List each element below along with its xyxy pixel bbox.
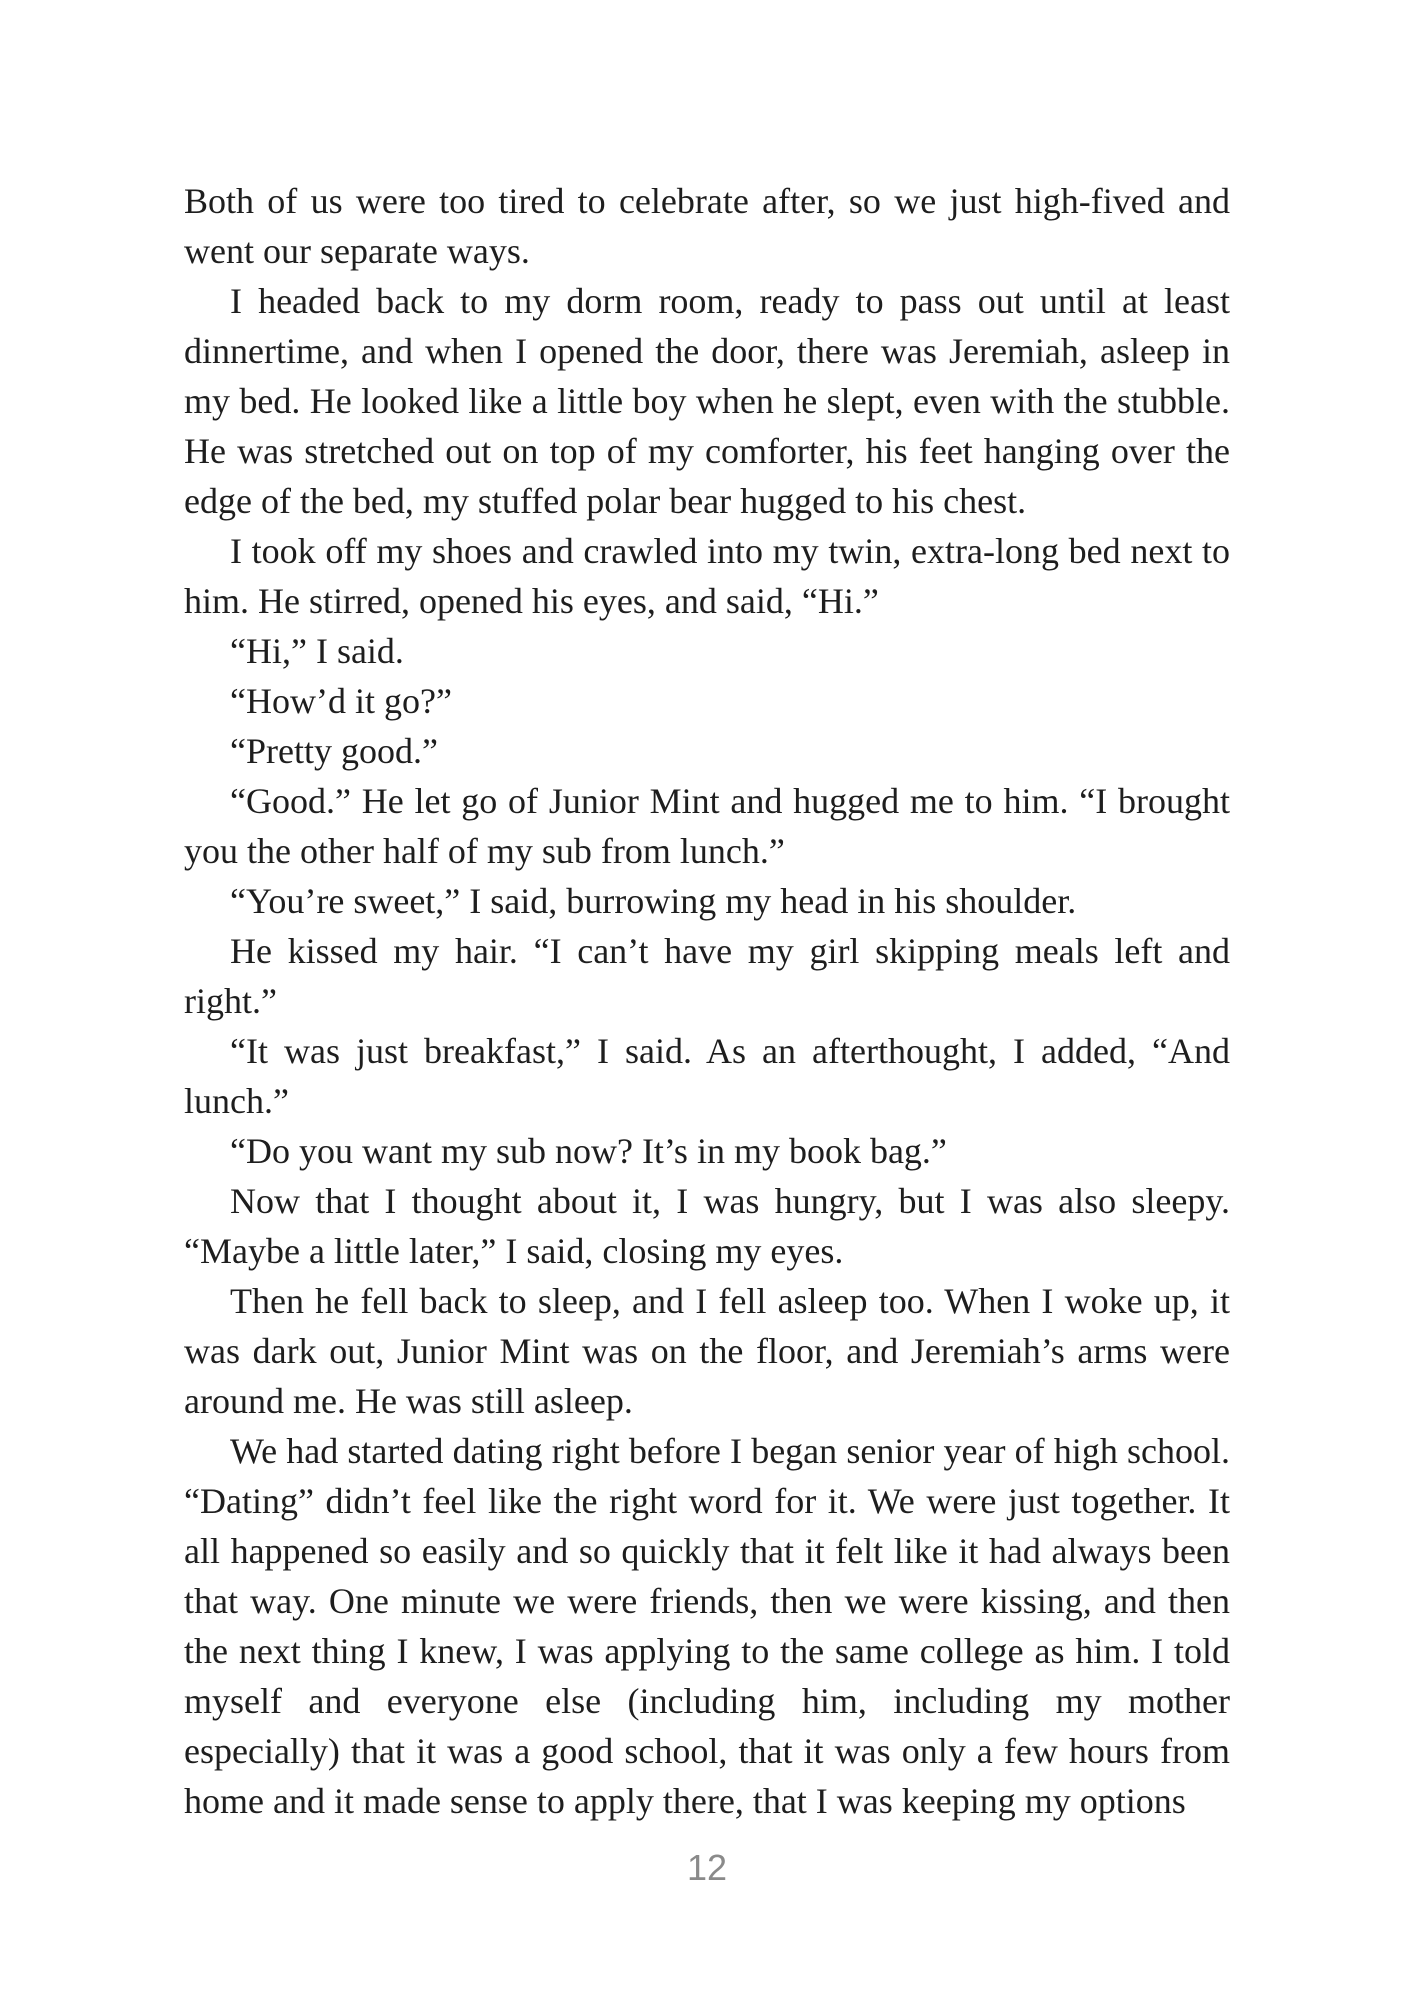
paragraph: “Good.” He let go of Junior Mint and hugged me to him. “I brought you the other half of my sub from lunch.”	[184, 781, 1230, 871]
paragraph: Then he fell back to sleep, and I fell asleep too. When I woke up, it was dark out, Junior Mint was on the floor, and Jeremiah’s arms were around me. He was still asleep.	[184, 1281, 1230, 1421]
paragraph: “It was just breakfast,” I said. As an afterthought, I added, “And lunch.”	[184, 1031, 1230, 1121]
paragraph: I took off my shoes and crawled into my twin, extra-long bed next to him. He stirred, opened his eyes, and said, “Hi.”	[184, 531, 1230, 621]
paragraph: “You’re sweet,” I said, burrowing my head in his shoulder.	[230, 881, 1077, 921]
paragraph: Both of us were too tired to celebrate after, so we just high-fived and went our separate ways.	[184, 181, 1230, 271]
paragraph: Now that I thought about it, I was hungry, but I was also sleepy. “Maybe a little later,” I said, closing my eyes.	[184, 1181, 1230, 1271]
paragraph: I headed back to my dorm room, ready to pass out until at least dinnertime, and when I opened the door, there was Jeremiah, asleep in my bed. He looked like a little boy when he slept, even with the stubble. He was stretched out on top of my comforter, his feet hanging over the edge of the bed, my stuffed polar bear hugged to his chest.	[184, 281, 1230, 521]
paragraph: He kissed my hair. “I can’t have my girl skipping meals left and right.”	[184, 931, 1230, 1021]
paragraph: “Do you want my sub now? It’s in my book bag.”	[230, 1131, 947, 1171]
paragraph: We had started dating right before I began senior year of high school. “Dating” didn’t feel like the right word for it. We were just together. It all happened so easily and so quickly that it felt like it had always been that way. One minute we were friends, then we were kissing, and then the next thing I knew, I was applying to the same college as him. I told myself and everyone else (including him, including my mother especially) that it was a good school, that it was only a few hours from home and it made sense to apply there, that I was keeping my options	[184, 1431, 1230, 1821]
body-text	[184, 176, 1230, 1826]
page-number: 12	[686, 1847, 728, 1888]
paragraph: “How’d it go?”	[230, 681, 452, 721]
paragraph: “Hi,” I said.	[230, 631, 404, 671]
paragraph: “Pretty good.”	[230, 731, 438, 771]
